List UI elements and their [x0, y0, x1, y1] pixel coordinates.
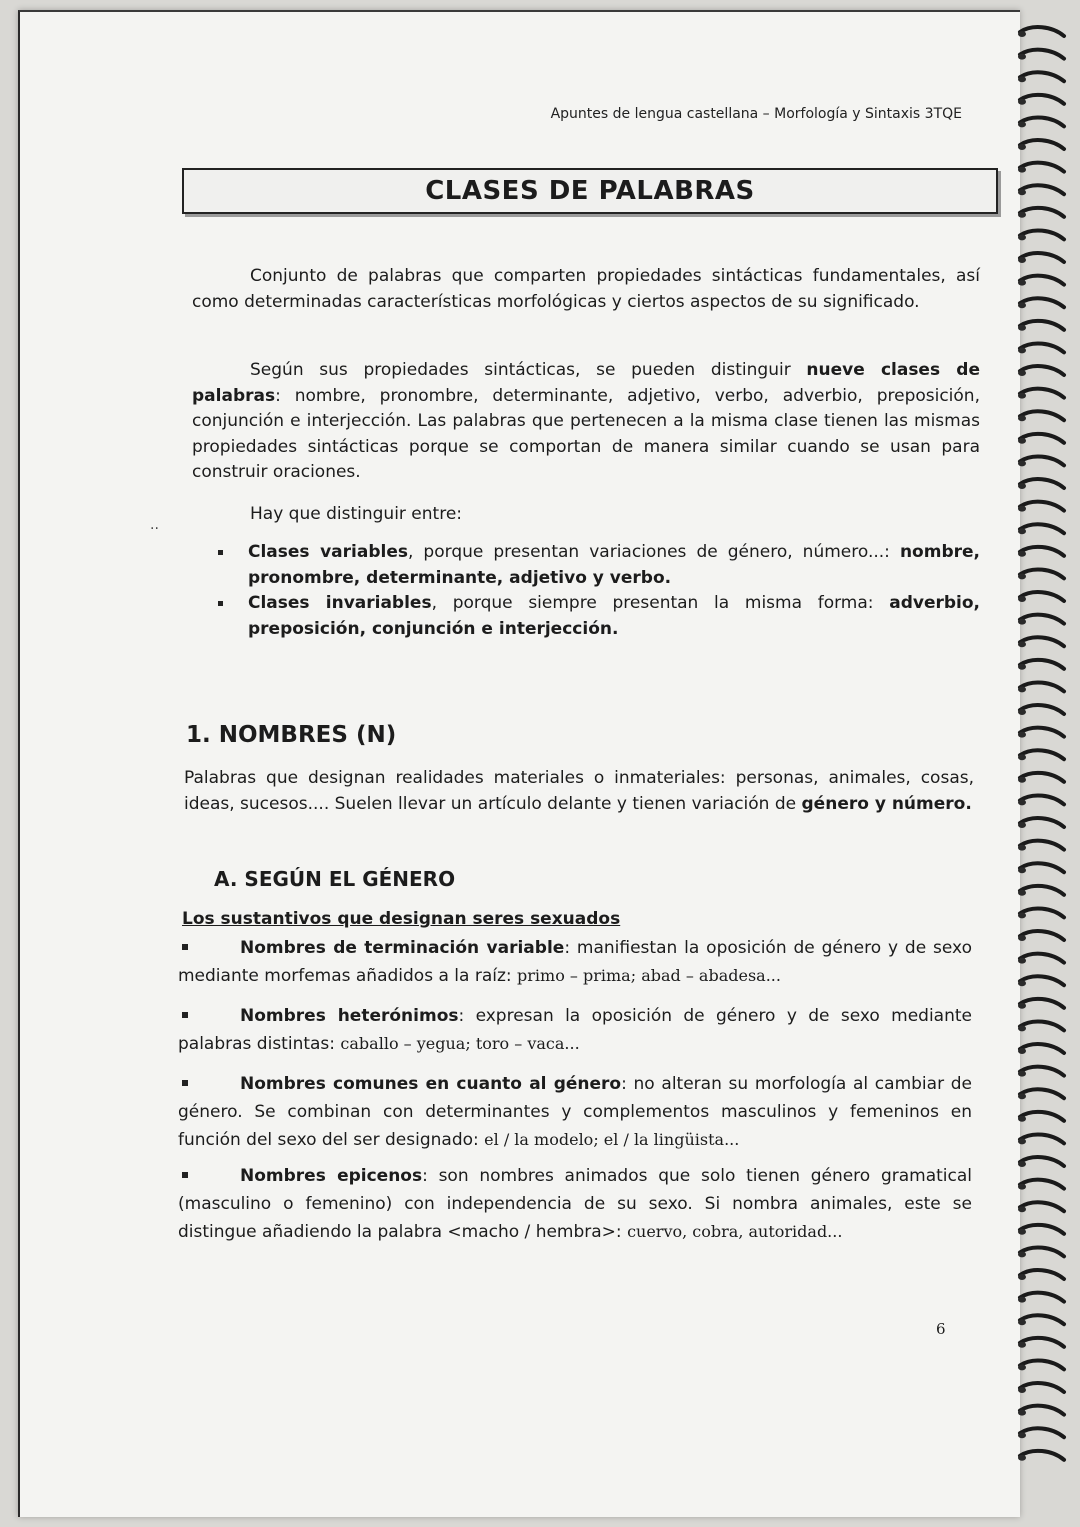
binding-hole	[1018, 709, 1026, 715]
binding-hole	[1018, 167, 1026, 173]
spiral-loop	[1020, 1157, 1064, 1166]
spiral-binding-icon	[1014, 20, 1072, 1490]
binding-hole	[1018, 31, 1026, 37]
binding-hole	[1018, 1161, 1026, 1167]
binding-hole	[1018, 1048, 1026, 1054]
spiral-loop	[1020, 1044, 1064, 1053]
binding-hole	[1018, 257, 1026, 263]
page-title: CLASES DE PALABRAS	[425, 176, 755, 206]
spiral-loop	[1020, 976, 1064, 985]
distinguish-line: Hay que distinguir entre:	[250, 504, 463, 524]
binding-hole	[1018, 890, 1026, 896]
class-bullet-list	[216, 540, 980, 642]
binding-hole	[1018, 54, 1026, 60]
spiral-loop	[1020, 592, 1064, 601]
spiral-loop	[1020, 1202, 1064, 1211]
spiral-loop	[1020, 185, 1064, 194]
bullet-icon	[218, 601, 223, 606]
spiral-loop	[1020, 886, 1064, 895]
binding-hole	[1018, 845, 1026, 851]
binding-hole	[1018, 76, 1026, 82]
spiral-loop	[1020, 1247, 1064, 1256]
binding-hole	[1018, 641, 1026, 647]
binding-hole	[1018, 686, 1026, 692]
spiral-loop	[1020, 343, 1064, 352]
list-item: Nombres de terminación variable: manifiestan la oposición de género y de sexo mediante morfemas añadidos a la raíz: primo – prima; abad – abadesa...	[178, 938, 972, 986]
binding-hole	[1018, 958, 1026, 964]
notebook-page	[18, 10, 1020, 1517]
binding-hole	[1018, 1432, 1026, 1438]
binding-hole	[1018, 234, 1026, 240]
binding-hole	[1018, 1206, 1026, 1212]
spiral-loop	[1020, 682, 1064, 691]
classes-text-end: : nombre, pronombre, determinante, adjetivo, verbo, adverbio, preposición, conjunción e interjección. Las palabras que pertenecen a la misma clase tienen las mismas propiedades sintácticas porque se comportan de manera similar cuando se usan para construir oraciones.	[192, 385, 980, 482]
spiral-loop	[1020, 773, 1064, 782]
definition-paragraph: Conjunto de palabras que comparten propiedades sintácticas fundamentales, así como determinadas características morfológicas y ciertos aspectos de su significado.	[192, 266, 980, 312]
binding-hole	[1018, 212, 1026, 218]
binding-hole	[1018, 1251, 1026, 1257]
bullet-icon	[182, 1080, 188, 1086]
bullet-icon	[182, 944, 188, 950]
spiral-loop	[1020, 95, 1064, 104]
binding-hole	[1018, 1138, 1026, 1144]
sexed-nouns-heading: Los sustantivos que designan seres sexuados	[182, 909, 621, 929]
spiral-loop	[1020, 1225, 1064, 1234]
spiral-loop	[1020, 1270, 1064, 1279]
spiral-loop	[1020, 841, 1064, 850]
binding-hole	[1018, 551, 1026, 557]
binding-hole	[1018, 1410, 1026, 1416]
title-box	[182, 168, 998, 214]
binding-hole	[1018, 189, 1026, 195]
spiral-loop	[1020, 615, 1064, 624]
spiral-loop	[1020, 795, 1064, 804]
spiral-loop	[1020, 502, 1064, 511]
binding-hole	[1018, 664, 1026, 670]
spiral-loop	[1020, 163, 1064, 172]
spiral-loop	[1020, 705, 1064, 714]
spiral-loop	[1020, 1067, 1064, 1076]
spiral-loop	[1020, 1338, 1064, 1347]
spiral-loop	[1020, 637, 1064, 646]
section-title-nombres: 1. NOMBRES (N)	[186, 722, 397, 748]
binding-hole	[1018, 1342, 1026, 1348]
spiral-loop	[1020, 276, 1064, 285]
spiral-loop	[1020, 1021, 1064, 1030]
spiral-loop	[1020, 1428, 1064, 1437]
binding-hole	[1018, 732, 1026, 738]
spiral-loop	[1020, 230, 1064, 239]
spiral-loop	[1020, 366, 1064, 375]
binding-hole	[1018, 1319, 1026, 1325]
binding-hole	[1018, 415, 1026, 421]
binding-hole	[1018, 370, 1026, 376]
list-item: Nombres heterónimos: expresan la oposición de género y de sexo mediante palabras distintas: caballo – yegua; toro – vaca...	[178, 1006, 972, 1054]
binding-hole	[1018, 1364, 1026, 1370]
spiral-loop	[1020, 1383, 1064, 1392]
binding-hole	[1018, 99, 1026, 105]
binding-hole	[1018, 460, 1026, 466]
binding-hole	[1018, 1071, 1026, 1077]
spiral-loop	[1020, 728, 1064, 737]
binding-hole	[1018, 347, 1026, 353]
binding-hole	[1018, 393, 1026, 399]
spiral-loop	[1020, 117, 1064, 126]
nombres-description: Palabras que designan realidades materiales o inmateriales: personas, animales, cosas, ideas, sucesos.... Suelen llevar un artículo delante y tienen variación de género y número.	[184, 768, 974, 814]
bullet-icon	[182, 1012, 188, 1018]
spiral-loop	[1020, 660, 1064, 669]
spiral-loop	[1020, 1451, 1064, 1460]
spiral-loop	[1020, 479, 1064, 488]
spiral-loop	[1020, 908, 1064, 917]
binding-hole	[1018, 912, 1026, 918]
spiral-loop	[1020, 954, 1064, 963]
spiral-loop	[1020, 863, 1064, 872]
running-header: Apuntes de lengua castellana – Morfología y Sintaxis 3TQE	[550, 106, 962, 122]
binding-hole	[1018, 1455, 1026, 1461]
spiral-loop	[1020, 208, 1064, 217]
page-number: 6	[936, 1320, 946, 1338]
stray-mark: ..	[150, 517, 159, 533]
spiral-loop	[1020, 1406, 1064, 1415]
binding-hole	[1018, 1184, 1026, 1190]
spiral-loop	[1020, 72, 1064, 81]
spiral-loop	[1020, 456, 1064, 465]
binding-hole	[1018, 1116, 1026, 1122]
bullet-icon	[218, 550, 223, 555]
binding-hole	[1018, 867, 1026, 873]
list-item: Clases invariables, porque siempre presentan la misma forma: adverbio, preposición, conjunción e interjección.	[216, 591, 980, 642]
spiral-loop	[1020, 253, 1064, 262]
spiral-loop	[1020, 931, 1064, 940]
binding-hole	[1018, 980, 1026, 986]
binding-hole	[1018, 1387, 1026, 1393]
binding-hole	[1018, 1274, 1026, 1280]
spiral-loop	[1020, 1360, 1064, 1369]
binding-hole	[1018, 619, 1026, 625]
list-item: Nombres epicenos: son nombres animados que solo tienen género gramatical (masculino o femenino) con independencia de su sexo. Si nombra animales, este se distingue añadiendo la palabra <macho / hembra>: cuervo, cobra, autoridad...	[178, 1166, 972, 1242]
spiral-loop	[1020, 389, 1064, 398]
spiral-loop	[1020, 1293, 1064, 1302]
binding-hole	[1018, 438, 1026, 444]
spiral-loop	[1020, 569, 1064, 578]
spiral-loop	[1020, 1112, 1064, 1121]
binding-hole	[1018, 528, 1026, 534]
spiral-loop	[1020, 321, 1064, 330]
spiral-loop	[1020, 50, 1064, 59]
binding-hole	[1018, 1025, 1026, 1031]
spiral-loop	[1020, 1134, 1064, 1143]
spiral-loop	[1020, 547, 1064, 556]
binding-hole	[1018, 483, 1026, 489]
binding-hole	[1018, 596, 1026, 602]
spiral-loop	[1020, 1089, 1064, 1098]
binding-hole	[1018, 754, 1026, 760]
spiral-loop	[1020, 140, 1064, 149]
binding-hole	[1018, 1229, 1026, 1235]
binding-hole	[1018, 935, 1026, 941]
bullet-icon	[182, 1172, 188, 1178]
binding-hole	[1018, 280, 1026, 286]
binding-hole	[1018, 1093, 1026, 1099]
binding-hole	[1018, 1003, 1026, 1009]
binding-hole	[1018, 506, 1026, 512]
binding-hole	[1018, 777, 1026, 783]
spiral-loop	[1020, 999, 1064, 1008]
binding-hole	[1018, 573, 1026, 579]
spiral-loop	[1020, 1315, 1064, 1324]
list-item: Clases variables, porque presentan variaciones de género, número...: nombre, pronombre, determinante, adjetivo y verbo.	[216, 540, 980, 591]
spiral-loop	[1020, 750, 1064, 759]
classes-paragraph	[192, 358, 980, 486]
spiral-loop	[1020, 298, 1064, 307]
subsection-title-genero: A. SEGÚN EL GÉNERO	[214, 867, 456, 891]
classes-text-start: Según sus propiedades sintácticas, se pueden distinguir	[250, 360, 807, 380]
spiral-loop	[1020, 818, 1064, 827]
nine-classes-emphasis: nueve clases de palabras	[192, 360, 980, 406]
list-item: Nombres comunes en cuanto al género: no alteran su morfología al cambiar de género. Se combinan con determinantes y complementos masculinos y femeninos en función del sexo del ser designado: el / la modelo; el / la lingüista...	[178, 1074, 973, 1150]
spiral-loop	[1020, 411, 1064, 420]
binding-hole	[1018, 1297, 1026, 1303]
binding-hole	[1018, 799, 1026, 805]
binding-hole	[1018, 325, 1026, 331]
spiral-loop	[1020, 1180, 1064, 1189]
binding-hole	[1018, 121, 1026, 127]
binding-hole	[1018, 302, 1026, 308]
binding-hole	[1018, 144, 1026, 150]
spiral-loop	[1020, 434, 1064, 443]
spiral-loop	[1020, 27, 1064, 36]
spiral-loop	[1020, 524, 1064, 533]
binding-hole	[1018, 822, 1026, 828]
